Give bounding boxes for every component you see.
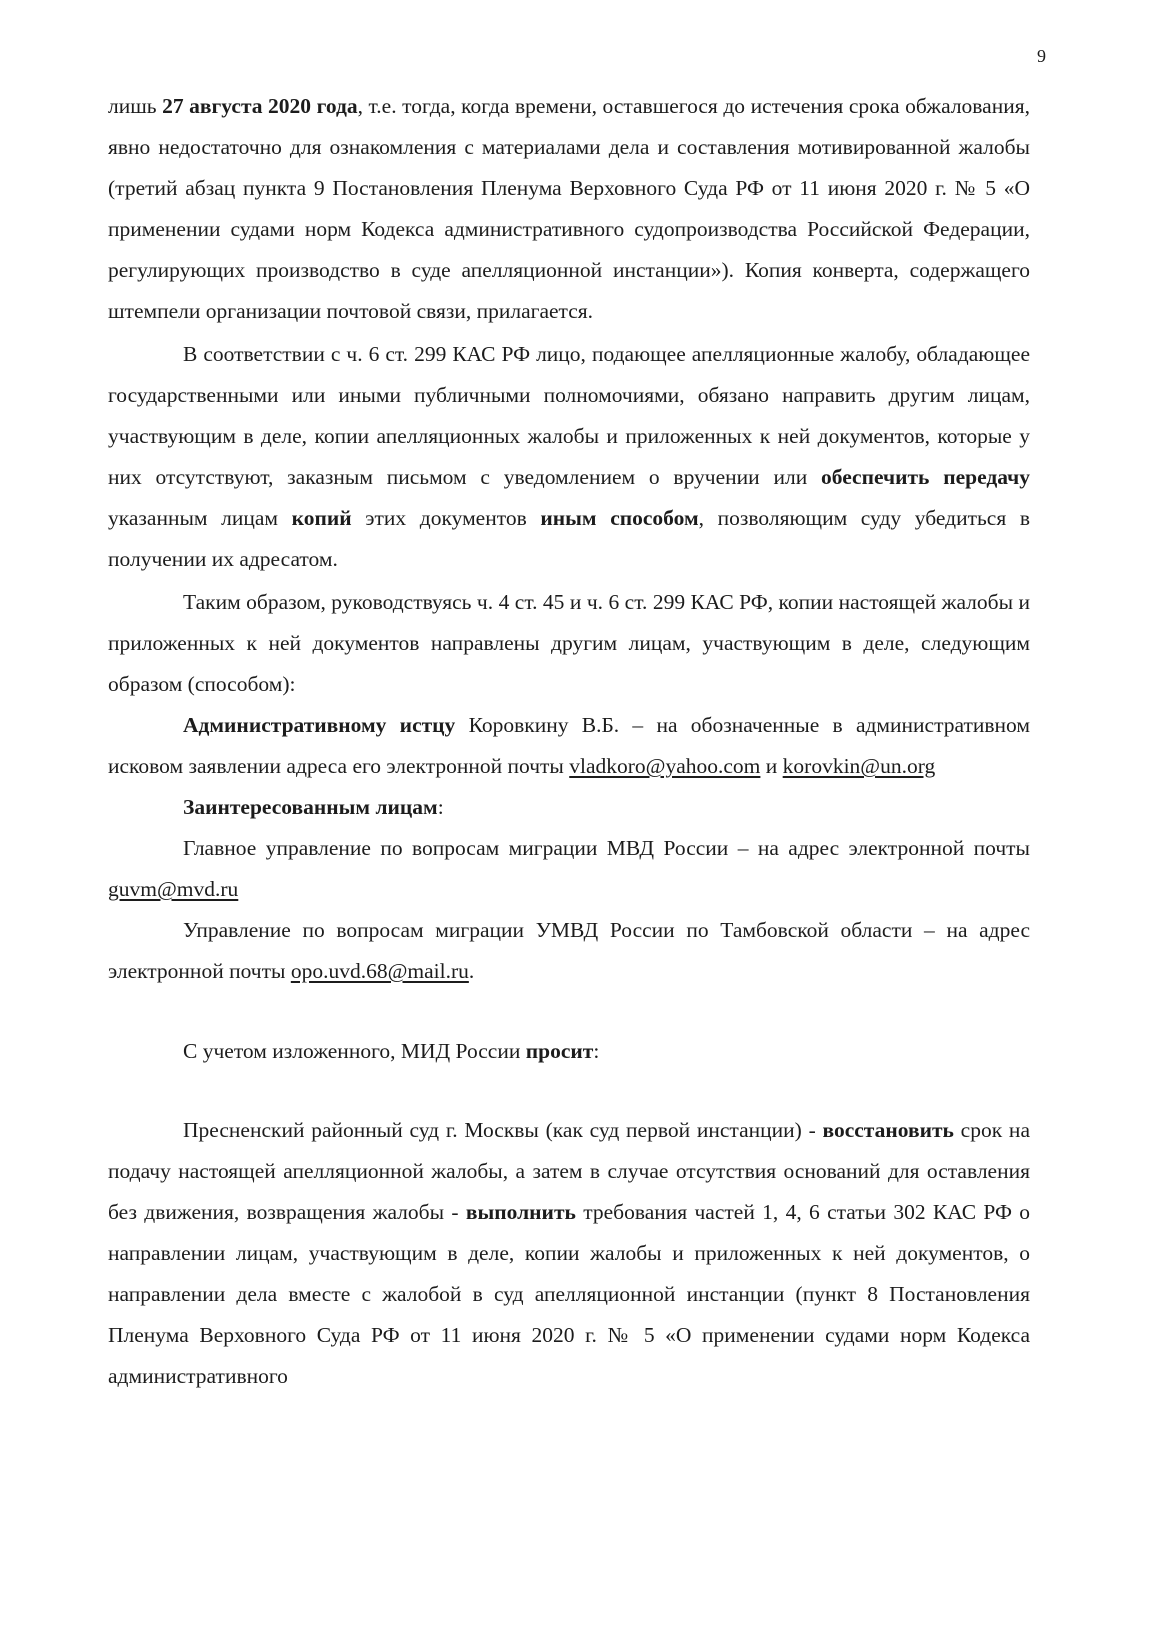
paragraph-guvm: Главное управление по вопросам миграции МВД России – на адрес электронной почты guvm@mvd.ru: [108, 836, 1030, 901]
top-margin: [108, 0, 1030, 86]
paragraph-distribution: Таким образом, руководствуясь ч. 4 ст. 45 и ч. 6 ст. 299 КАС РФ, копии настоящей жалобы и приложенных к ней документов направлены другим лицам, участвующим в деле, следующим образом (способом):: [108, 590, 1030, 696]
email-link-1[interactable]: vladkoro@yahoo.com: [569, 754, 761, 778]
email-link-tambov[interactable]: opo.uvd.68@mail.ru: [290, 959, 469, 983]
paragraph-plaintiff: Административному истцу Коровкину В.Б. – на обозначенные в административном исковом заявлении адреса его электронной почты vladkoro@yahoo.com и korovkin@un.org: [108, 713, 1030, 778]
email-link-guvm[interactable]: guvm@mvd.ru: [108, 877, 239, 901]
email-link-2[interactable]: korovkin@un.org: [782, 754, 936, 778]
interested-parties-heading: Заинтересованным лицам:: [183, 795, 444, 819]
paragraph-court-request: Пресненский районный суд г. Москвы (как суд первой инстанции) - восстановить срок на подачу настоящей апелляционной жалобы, а затем в случае отсутствия оснований для оставления без движения, возвращения жалобы - выполнить требования частей 1, 4, 6 статьи 302 КАС РФ о направлении лицам, участвующим в деле, копии жалобы и приложенных к ней документов, о направлении дела вместе с жалобой в суд апелляционной инстанции (пункт 8 Постановления Пленума Верховного Суда РФ от 11 июня 2020 г. № 5 «О применении судами норм Кодекса административного: [108, 1118, 1030, 1388]
paragraph-deadline: лишь 27 августа 2020 года, т.е. тогда, когда времени, оставшегося до истечения срока обжалования, явно недостаточно для ознакомления с материалами дела и составления мотивированной жалобы (третий абзац пункта 9 Постановления Пленума Верховного Суда РФ от 11 июня 2020 г. № 5 «О применении судами норм Кодекса административного судопроизводства Российской Федерации, регулирующих производство в суде апелляционной инстанции»). Копия конверта, содержащего штемпели организации почтовой связи, прилагается.: [108, 94, 1030, 323]
paragraph-request: С учетом изложенного, МИД России просит:: [183, 1039, 600, 1063]
date-emphasis: 27 августа 2020 года: [162, 94, 358, 118]
page-number: 9: [1037, 46, 1046, 66]
paragraph-tambov: Управление по вопросам миграции УМВД России по Тамбовской области – на адрес электронной почты opo.uvd.68@mail.ru.: [108, 918, 1030, 983]
paragraph-obligation: В соответствии с ч. 6 ст. 299 КАС РФ лицо, подающее апелляционные жалобу, обладающее государственными или иными публичными полномочиями, обязано направить другим лицам, участвующим в деле, копии апелляционных жалобы и приложенных к ней документов, которые у них отсутствуют, заказным письмом с уведомлением о вручении или обеспечить передачу указанным лицам копий этих документов иным способом, позволяющим суду убедиться в получении их адресатом.: [108, 342, 1030, 571]
